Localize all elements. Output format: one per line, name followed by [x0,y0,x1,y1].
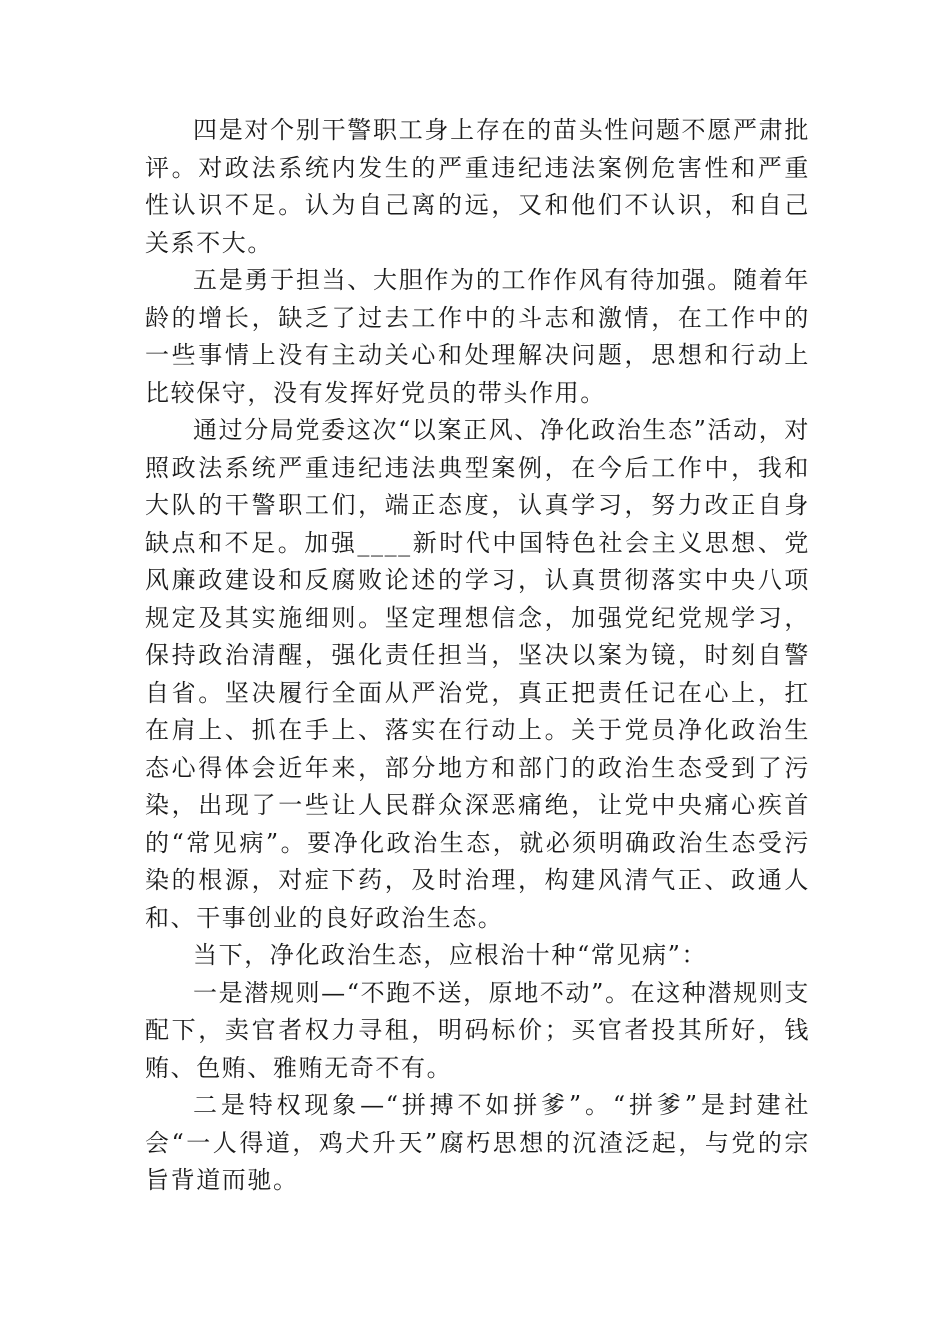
paragraph-5: 一是潜规则—“不跑不送，原地不动”。在这种潜规则支配下，卖官者权力寻租，明码标价；买官者投其所好，钱贿、色贿、雅贿无奇不有。 [145,978,810,1082]
document-body [145,112,810,1200]
paragraph-1: 四是对个别干警职工身上存在的苗头性问题不愿严肃批评。对政法系统内发生的严重违纪违法案例危害性和严重性认识不足。认为自己离的远，又和他们不认识，和自己关系不大。 [145,116,810,257]
paragraph-6: 二是特权现象—“拼搏不如拼爹”。“拼爹”是封建社会“一人得道，鸡犬升天”腐朽思想的沉渣泛起，与党的宗旨背道而驰。 [145,1091,810,1194]
paragraph-3: 通过分局党委这次“以案正风、净化政治生态”活动，对照政法系统严重违纪违法典型案例，在今后工作中，我和大队的干警职工们，端正态度，认真学习，努力改正自身缺点和不足。加强____新时代中国特色社会主义思想、党风廉政建设和反腐败论述的学习，认真贯彻落实中央八项规定及其实施细则。坚定理想信念，加强党纪党规学习，保持政治清醒，强化责任担当，坚决以案为镜，时刻自警自省。坚决履行全面从严治党，真正把责任记在心上，扛在肩上、抓在手上、落实在行动上。关于党员净化政治生态心得体会近年来，部分地方和部门的政治生态受到了污染，出现了一些让人民群众深恶痛绝，让党中央痛心疾首的“常见病”。要净化政治生态，就必须明确政治生态受污染的根源，对症下药，及时治理，构建风清气正、政通人和、干事创业的良好政治生态。 [145,416,810,932]
paragraph-2: 五是勇于担当、大胆作为的工作作风有待加强。随着年龄的增长，缺乏了过去工作中的斗志和激情，在工作中的一些事情上没有主动关心和处理解决问题，思想和行动上比较保守，没有发挥好党员的带头作用。 [145,266,810,407]
paragraph-4: 当下，净化政治生态，应根治十种“常见病”： [193,941,708,969]
